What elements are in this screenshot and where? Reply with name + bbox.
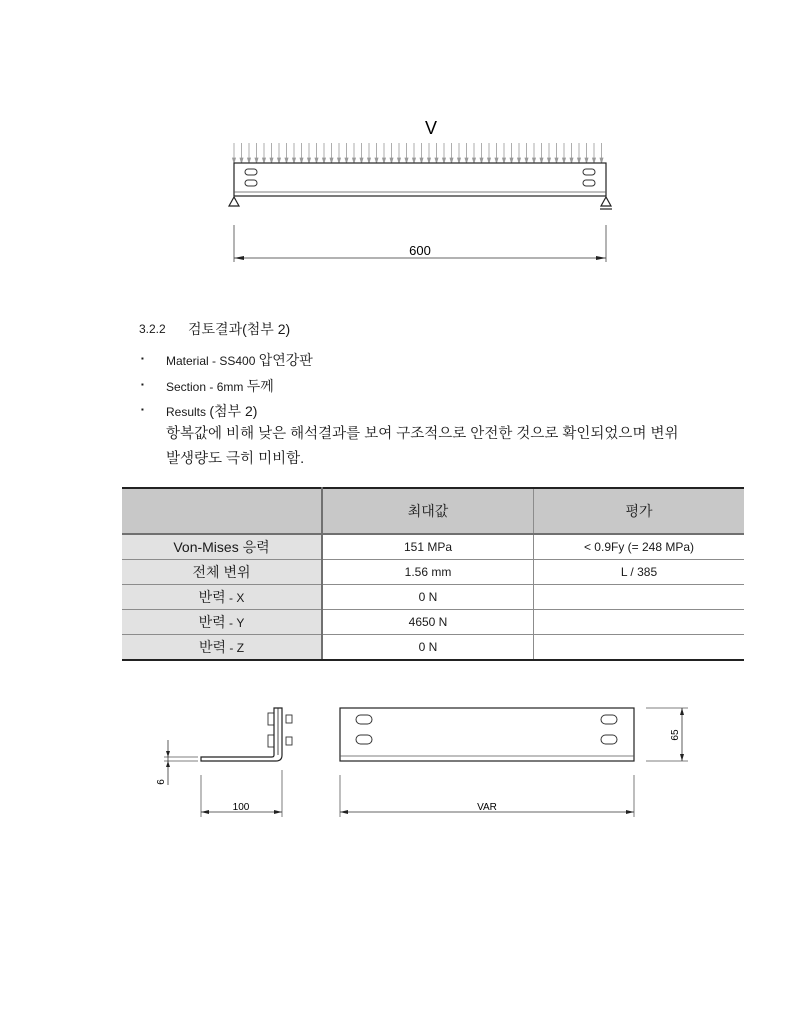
load-label: V bbox=[424, 118, 438, 138]
load-arrow-head bbox=[465, 158, 468, 163]
bullet-material-suffix: 압연강판 bbox=[258, 352, 313, 368]
load-arrow-head bbox=[533, 158, 536, 163]
load-arrow-head bbox=[480, 158, 483, 163]
load-arrow-head bbox=[555, 158, 558, 163]
load-arrow-head bbox=[330, 158, 333, 163]
bullet-section-prefix: Section - 6mm bbox=[166, 380, 247, 394]
beam-load-diagram bbox=[220, 110, 620, 270]
load-arrow-head bbox=[360, 158, 363, 163]
table-row bbox=[122, 610, 744, 635]
bullet-material-prefix: Material - SS400 bbox=[166, 354, 259, 368]
row-eval bbox=[534, 585, 745, 610]
load-arrow-head bbox=[390, 158, 393, 163]
bullet-section bbox=[166, 376, 274, 396]
row-max: 0 N bbox=[322, 585, 534, 610]
row-eval: L / 385 bbox=[534, 560, 745, 585]
load-arrow-head bbox=[570, 158, 573, 163]
load-arrow-head bbox=[375, 158, 378, 163]
load-arrow-head bbox=[308, 158, 311, 163]
span-label: 600 bbox=[409, 243, 431, 258]
header-eval: 평가 bbox=[534, 488, 745, 534]
header-max: 최대값 bbox=[322, 488, 534, 534]
load-arrow-head bbox=[473, 158, 476, 163]
results-line-2: 발생량도 극히 미비함. bbox=[166, 451, 305, 467]
load-arrow-head bbox=[548, 158, 551, 163]
load-arrow-head bbox=[443, 158, 446, 163]
row-label bbox=[122, 534, 322, 560]
load-arrow-head bbox=[458, 158, 461, 163]
right-support-icon bbox=[601, 197, 611, 206]
row-label bbox=[122, 610, 322, 635]
row-label-text: 반력 bbox=[198, 589, 226, 605]
bullet-results-prefix: Results bbox=[166, 405, 210, 419]
row-max: 4650 N bbox=[322, 610, 534, 635]
load-arrow-head bbox=[450, 158, 453, 163]
load-arrow-head bbox=[263, 158, 266, 163]
bullet-results bbox=[166, 401, 257, 421]
load-arrow-head bbox=[300, 158, 303, 163]
row-eval bbox=[534, 635, 745, 661]
section-number: 3.2.2 bbox=[139, 322, 166, 336]
table-row bbox=[122, 560, 744, 585]
load-arrow-head bbox=[563, 158, 566, 163]
load-arrow-head bbox=[593, 158, 596, 163]
load-arrow-head bbox=[338, 158, 341, 163]
distributed-load-arrows bbox=[233, 143, 604, 163]
table-row bbox=[122, 635, 744, 661]
bullet-icon: ▪ bbox=[141, 405, 144, 414]
load-arrow-head bbox=[420, 158, 423, 163]
bullet-icon: ▪ bbox=[141, 380, 144, 389]
results-table bbox=[122, 487, 744, 661]
beam-body bbox=[234, 163, 606, 196]
bullet-results-suffix: (첨부 2) bbox=[209, 403, 258, 419]
row-label-text: Von-Mises 응력 bbox=[173, 539, 270, 555]
row-label bbox=[122, 585, 322, 610]
header-empty bbox=[122, 488, 322, 534]
left-support-icon bbox=[229, 197, 239, 206]
section-title: 검토결과(첨부 2) bbox=[188, 321, 291, 337]
row-label-suffix: - Z bbox=[226, 641, 245, 655]
load-arrow-head bbox=[435, 158, 438, 163]
load-arrow-head bbox=[525, 158, 528, 163]
row-label-suffix: - X bbox=[225, 591, 245, 605]
row-label bbox=[122, 635, 322, 661]
load-arrow-head bbox=[315, 158, 318, 163]
load-arrow-head bbox=[368, 158, 371, 163]
table-row bbox=[122, 585, 744, 610]
results-paragraph bbox=[166, 422, 679, 472]
leg-length-label: 100 bbox=[232, 802, 250, 813]
load-arrow-head bbox=[285, 158, 288, 163]
load-arrow-head bbox=[323, 158, 326, 163]
length-label: VAR bbox=[477, 802, 497, 813]
thickness-label: 6 bbox=[156, 779, 167, 785]
load-arrow-head bbox=[488, 158, 491, 163]
row-label-text: 반력 bbox=[198, 639, 227, 655]
load-arrow-head bbox=[278, 158, 281, 163]
bracket-side-view bbox=[150, 695, 310, 825]
row-label-text: 전체 변위 bbox=[192, 564, 251, 580]
load-arrow-head bbox=[600, 158, 603, 163]
load-arrow-head bbox=[353, 158, 356, 163]
load-arrow-head bbox=[345, 158, 348, 163]
load-arrow-head bbox=[398, 158, 401, 163]
results-line-1: 항복값에 비해 낮은 해석결과를 보여 구조적으로 안전한 것으로 확인되었으며 변위 bbox=[166, 426, 679, 442]
load-arrow-head bbox=[585, 158, 588, 163]
load-arrow-head bbox=[518, 158, 521, 163]
load-arrow-head bbox=[540, 158, 543, 163]
load-arrow-head bbox=[495, 158, 498, 163]
load-arrow-head bbox=[428, 158, 431, 163]
row-max: 151 MPa bbox=[322, 534, 534, 560]
row-label-suffix: - Y bbox=[225, 616, 245, 630]
load-arrow-head bbox=[503, 158, 506, 163]
height-label: 65 bbox=[670, 729, 681, 741]
load-arrow-head bbox=[405, 158, 408, 163]
load-arrow-head bbox=[293, 158, 296, 163]
table-header-row bbox=[122, 488, 744, 534]
load-arrow-head bbox=[383, 158, 386, 163]
load-arrow-head bbox=[233, 158, 236, 163]
load-arrow-head bbox=[510, 158, 513, 163]
bracket-front-view bbox=[330, 695, 700, 825]
row-max: 1.56 mm bbox=[322, 560, 534, 585]
load-arrow-head bbox=[578, 158, 581, 163]
load-arrow-head bbox=[248, 158, 251, 163]
bullet-material bbox=[166, 350, 313, 370]
load-arrow-head bbox=[240, 158, 243, 163]
bullet-section-suffix: 두께 bbox=[246, 378, 274, 394]
bullet-icon: ▪ bbox=[141, 354, 144, 363]
row-label-text: 반력 bbox=[198, 614, 226, 630]
row-eval: < 0.9Fy (= 248 MPa) bbox=[534, 534, 745, 560]
row-eval bbox=[534, 610, 745, 635]
table-row bbox=[122, 534, 744, 560]
row-max: 0 N bbox=[322, 635, 534, 661]
load-arrow-head bbox=[413, 158, 416, 163]
row-label bbox=[122, 560, 322, 585]
load-arrow-head bbox=[270, 158, 273, 163]
load-arrow-head bbox=[255, 158, 258, 163]
